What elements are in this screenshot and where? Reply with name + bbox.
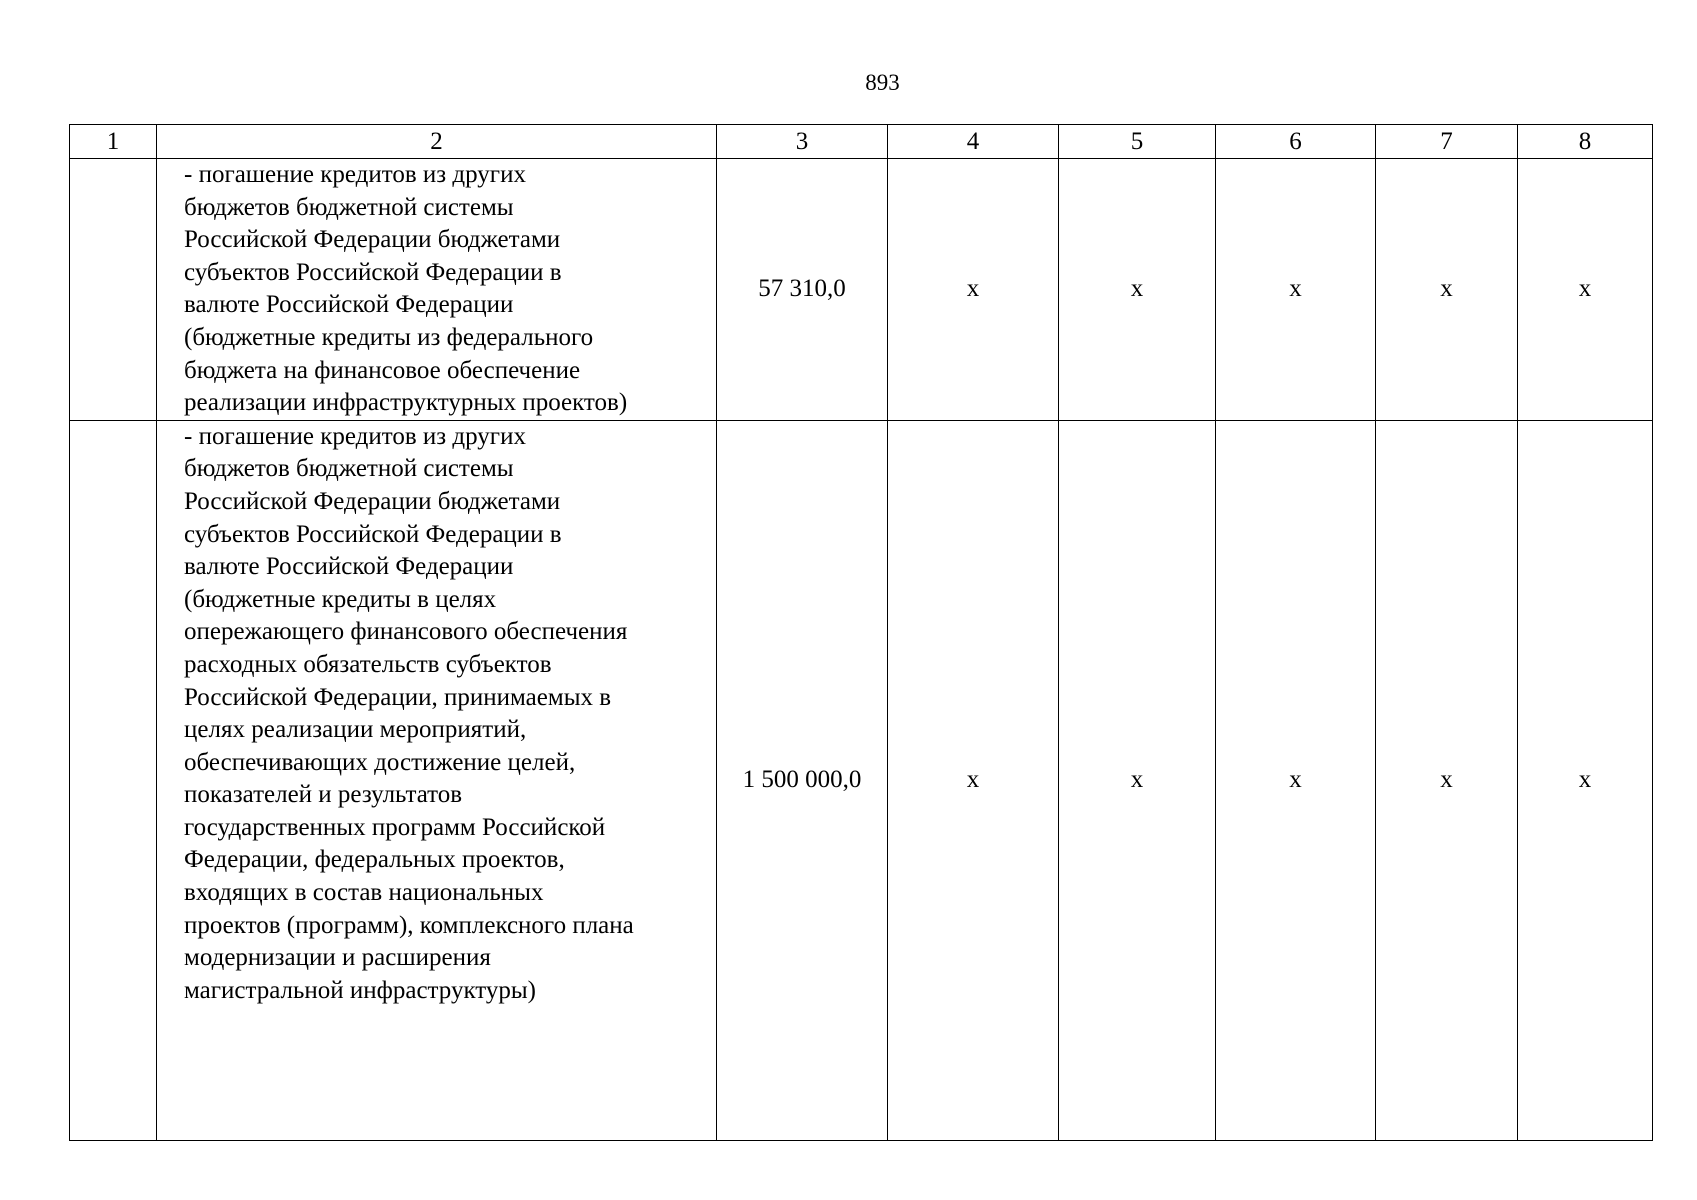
description-line: Российской Федерации бюджетами <box>184 226 561 254</box>
mark-cell: x <box>1376 159 1518 421</box>
description-line: Российской Федерации бюджетами <box>184 487 561 515</box>
description-line: входящих в состав национальных <box>184 879 544 907</box>
header-cell: 2 <box>157 125 717 159</box>
mark-cell: x <box>1059 159 1216 421</box>
description-line: (бюджетные кредиты в целях <box>184 585 497 613</box>
mark-cell: x <box>888 420 1059 1140</box>
header-cell: 4 <box>888 125 1059 159</box>
amount-cell: 1 500 000,0 <box>717 420 888 1140</box>
mark-cell: x <box>1059 420 1216 1140</box>
row-index-cell <box>70 159 157 421</box>
mark-cell: x <box>888 159 1059 421</box>
header-cell: 8 <box>1518 125 1653 159</box>
description-line: магистральной инфраструктуры) <box>184 976 536 1004</box>
description-line: Федерации, федеральных проектов, <box>184 846 565 874</box>
description-line: показателей и результатов <box>184 781 463 809</box>
description-line: обеспечивающих достижение целей, <box>184 748 576 776</box>
mark-cell: x <box>1518 420 1653 1140</box>
page-number: 893 <box>865 70 900 95</box>
description-line: модернизации и расширения <box>184 944 491 972</box>
header-cell: 6 <box>1216 125 1376 159</box>
table-row <box>70 159 1653 421</box>
amount-cell: 57 310,0 <box>717 159 888 421</box>
row-index-cell <box>70 420 157 1140</box>
description-line: бюджетов бюджетной системы <box>184 193 514 221</box>
header-cell: 1 <box>70 125 157 159</box>
description-line: субъектов Российской Федерации в <box>184 258 562 286</box>
description-line: бюджета на финансовое обеспечение <box>184 356 581 384</box>
mark-cell: x <box>1216 159 1376 421</box>
description-line: (бюджетные кредиты из федерального <box>184 323 594 351</box>
description-line: расходных обязательств субъектов <box>184 650 552 678</box>
description-line: опережающего финансового обеспечения <box>184 618 628 646</box>
description-line: валюте Российской Федерации <box>184 291 514 319</box>
description-cell <box>157 159 717 421</box>
mark-cell: x <box>1216 420 1376 1140</box>
description-line: реализации инфраструктурных проектов) <box>184 389 628 417</box>
description-line: бюджетов бюджетной системы <box>184 455 514 483</box>
header-cell: 5 <box>1059 125 1216 159</box>
mark-cell: x <box>1518 159 1653 421</box>
description-line: целях реализации мероприятий, <box>184 716 527 744</box>
table-header-row <box>70 125 1653 159</box>
description-line: государственных программ Российской <box>184 813 606 841</box>
budget-table <box>69 124 1653 1141</box>
description-line: Российской Федерации, принимаемых в <box>184 683 612 711</box>
description-line: валюте Российской Федерации <box>184 553 514 581</box>
description-line: проектов (программ), комплексного плана <box>184 911 634 939</box>
table-row <box>70 420 1653 1140</box>
description-line: - погашение кредитов из других <box>184 422 526 450</box>
mark-cell: x <box>1376 420 1518 1140</box>
description-line: - погашение кредитов из других <box>184 161 526 188</box>
header-cell: 7 <box>1376 125 1518 159</box>
header-cell: 3 <box>717 125 888 159</box>
description-line: субъектов Российской Федерации в <box>184 520 562 548</box>
description-cell <box>157 420 717 1140</box>
